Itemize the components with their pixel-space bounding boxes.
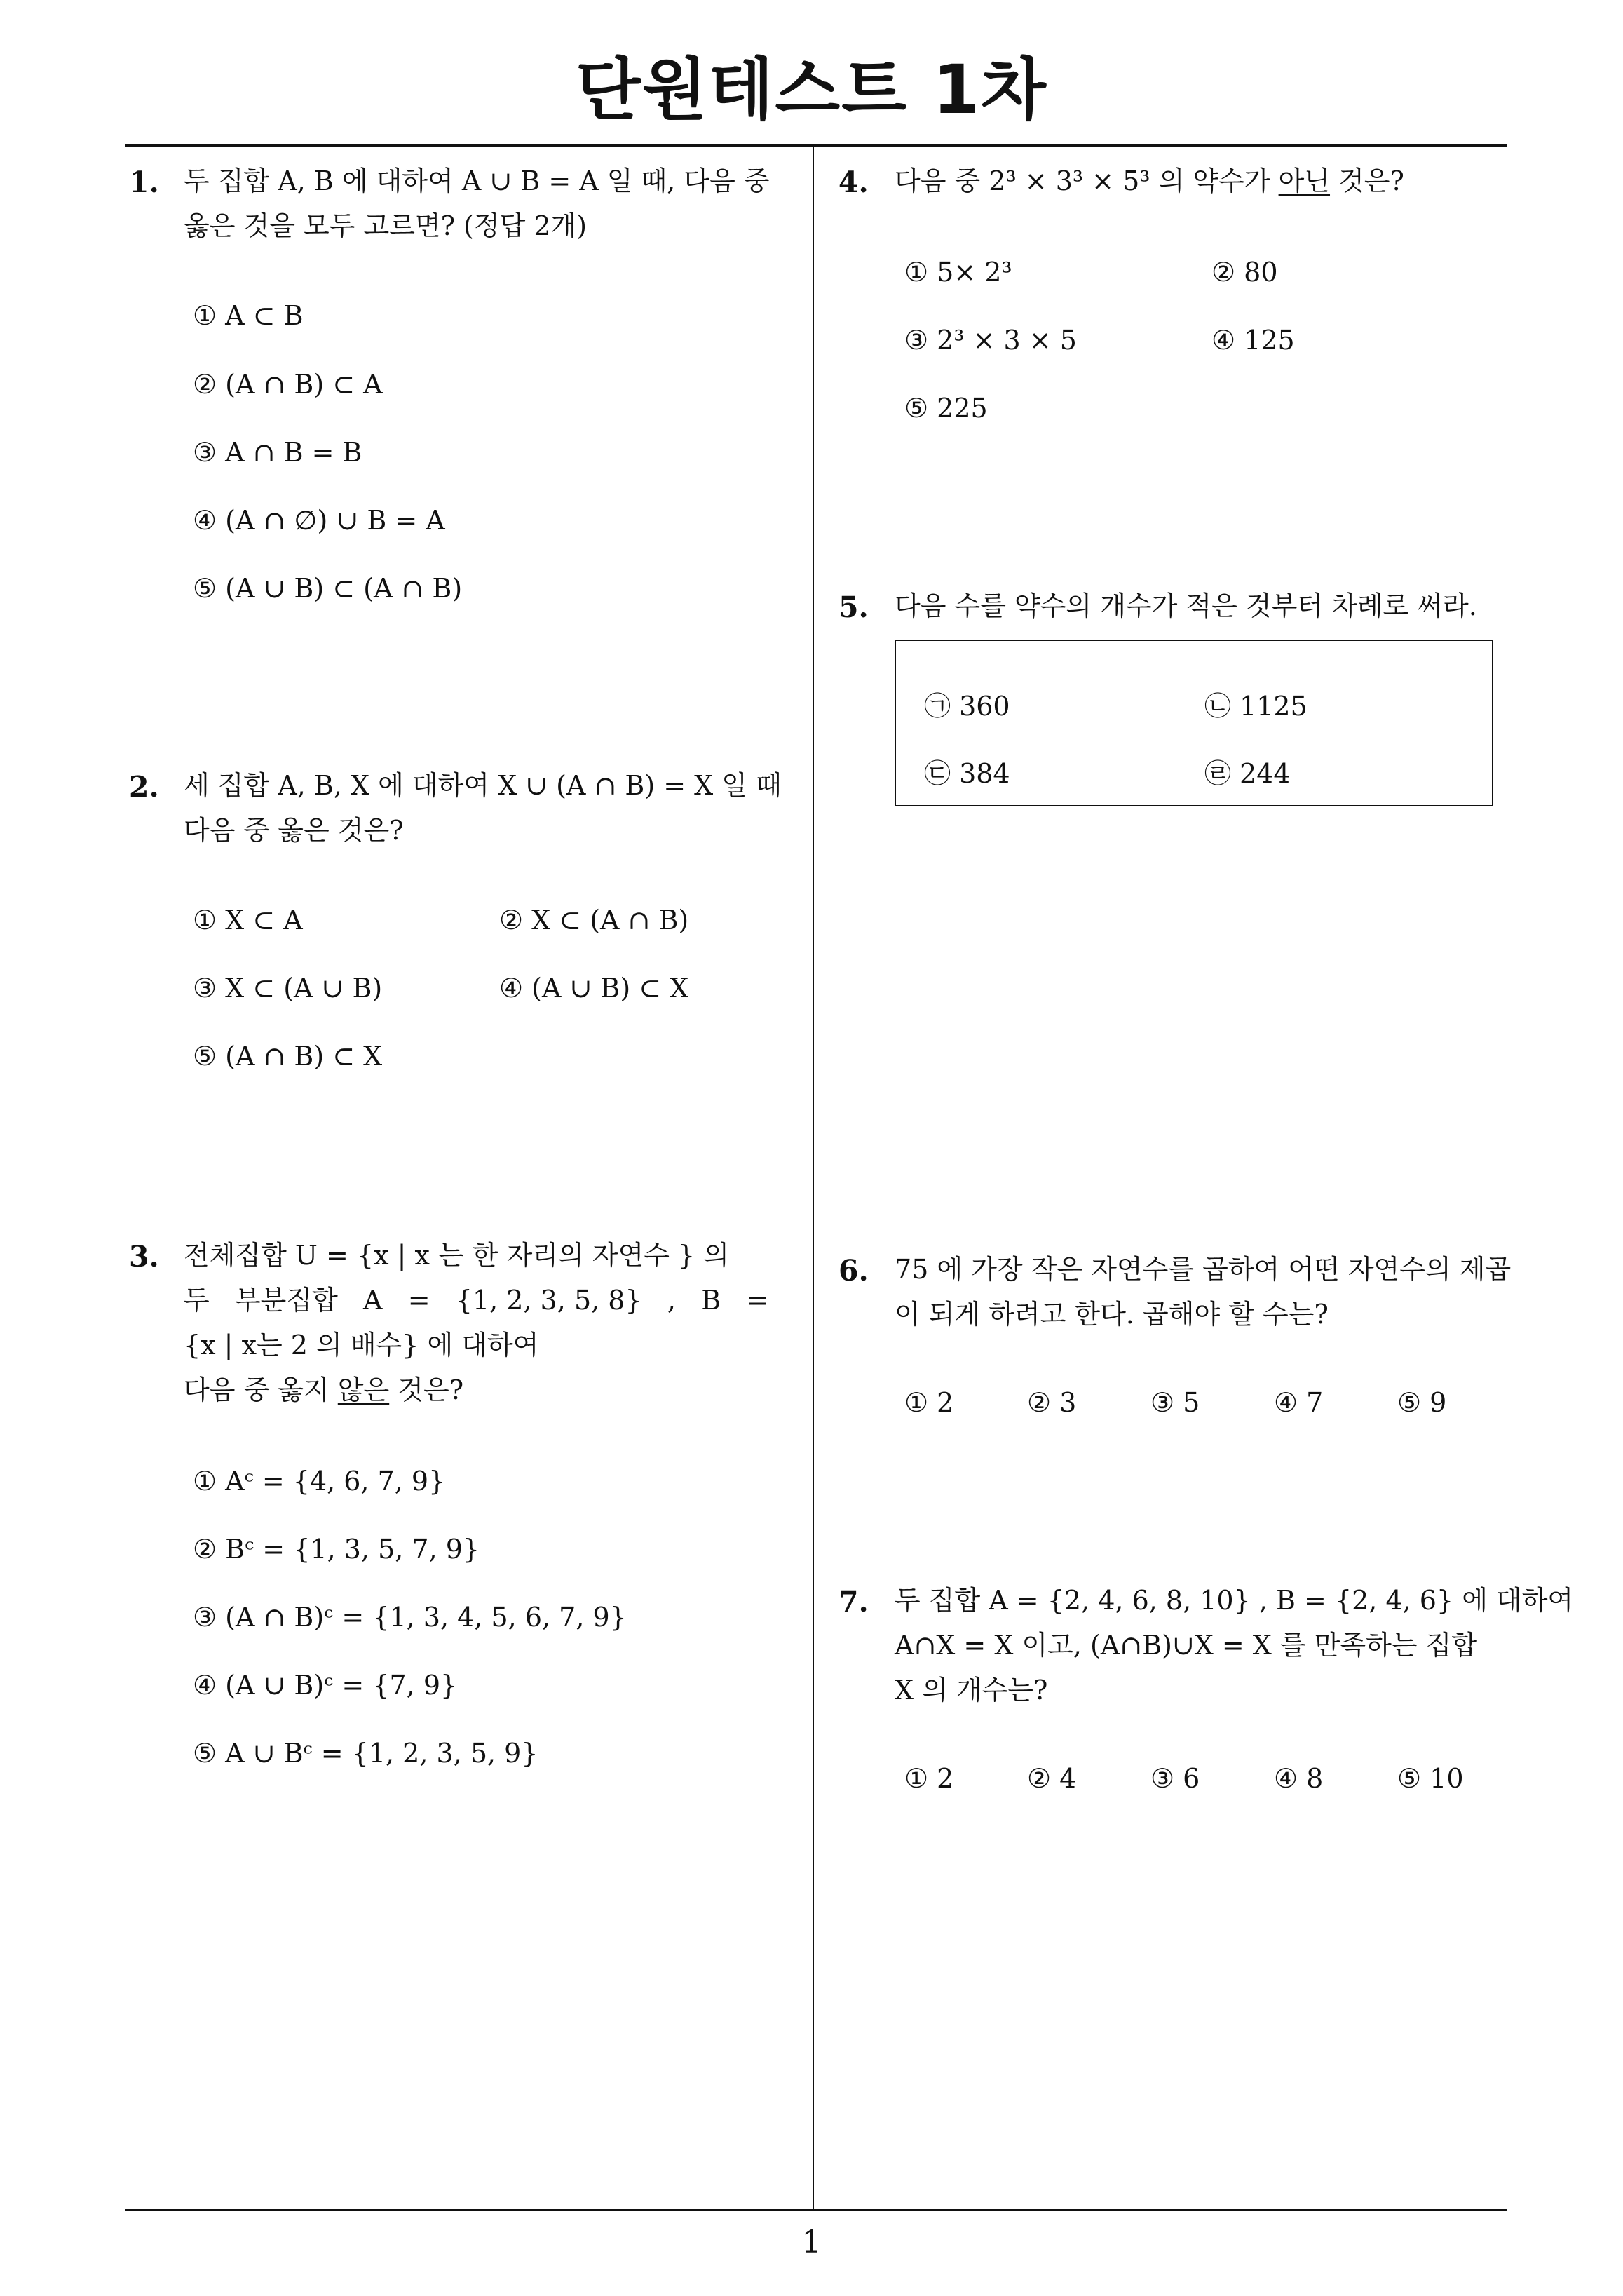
top-rule: [125, 144, 1507, 147]
question-text-line: 다음 중 옳은 것은?: [184, 815, 404, 846]
page-title: 단원테스트 1차: [576, 50, 1047, 129]
answer-option[interactable]: ② 80: [1211, 257, 1278, 288]
question-text-line: 두 집합 A = {2, 4, 6, 8, 10} , B = {2, 4, 6} 에 대하여: [895, 1585, 1574, 1616]
answer-option[interactable]: ③ 6: [1150, 1763, 1200, 1794]
question-number: 2.: [129, 770, 159, 804]
answer-option[interactable]: ⑤ (A ∩ B) ⊂ X: [193, 1041, 383, 1072]
answer-option[interactable]: ③ 5: [1150, 1387, 1200, 1418]
choices-box: [895, 640, 1493, 806]
column-divider: [813, 146, 814, 2210]
answer-option[interactable]: ① 2: [904, 1387, 954, 1418]
answer-option[interactable]: ④ 7: [1274, 1387, 1324, 1418]
answer-option[interactable]: ② 3: [1027, 1387, 1077, 1418]
answer-option[interactable]: ③ (A ∩ B)ᶜ = {1, 3, 4, 5, 6, 7, 9}: [193, 1602, 627, 1633]
answer-option[interactable]: ② X ⊂ (A ∩ B): [499, 905, 689, 936]
answer-option[interactable]: ① Aᶜ = {4, 6, 7, 9}: [193, 1466, 446, 1497]
answer-option[interactable]: ① 2: [904, 1763, 954, 1794]
question-text-line: A∩X = X 이고, (A∩B)∪X = X 를 만족하는 집합: [895, 1630, 1478, 1661]
answer-option[interactable]: ① X ⊂ A: [193, 905, 303, 936]
question-number: 7.: [838, 1585, 869, 1619]
question-text-line: 다음 수를 약수의 개수가 적은 것부터 차례로 써라.: [895, 590, 1477, 621]
question-text-line: [184, 1368, 463, 1412]
choice-item: ㉠ 360: [924, 691, 1010, 722]
answer-option[interactable]: ③ 2³ × 3 × 5: [904, 325, 1077, 356]
answer-option[interactable]: ② 4: [1027, 1763, 1077, 1794]
choice-item: ㉢ 384: [924, 758, 1010, 789]
answer-option[interactable]: ① 5× 2³: [904, 257, 1012, 288]
answer-option[interactable]: ⑤ (A ∪ B) ⊂ (A ∩ B): [193, 573, 463, 604]
question-number: 6.: [838, 1254, 869, 1288]
underlined-word: 아닌: [1278, 166, 1331, 196]
question-text: 것은?: [1330, 166, 1404, 196]
question-number: 3.: [129, 1240, 159, 1274]
question-number: 5.: [838, 590, 869, 624]
bottom-rule: [125, 2209, 1507, 2211]
question-text-line: [895, 158, 1404, 203]
answer-option[interactable]: ② Bᶜ = {1, 3, 5, 7, 9}: [193, 1534, 480, 1565]
question-text-line: X 의 개수는?: [895, 1675, 1048, 1706]
question-text: 것은?: [389, 1375, 464, 1405]
question-text-line: 두 집합 A, B 에 대하여 A ∪ B = A 일 때, 다음 중: [184, 166, 770, 196]
choice-item: ㉡ 1125: [1204, 691, 1308, 722]
answer-option[interactable]: ⑤ 9: [1397, 1387, 1447, 1418]
page-number: 1: [801, 2224, 822, 2260]
answer-option[interactable]: ④ (A ∪ B)ᶜ = {7, 9}: [193, 1670, 458, 1701]
question-text: 다음 중 옳지: [184, 1375, 338, 1405]
answer-option[interactable]: ⑤ A ∪ Bᶜ = {1, 2, 3, 5, 9}: [193, 1738, 538, 1769]
question-text-line: 옳은 것을 모두 고르면? (정답 2개): [184, 210, 588, 241]
question-text-line: {x | x는 2 의 배수} 에 대하여: [184, 1330, 539, 1360]
question-text: 다음 중 2³ × 3³ × 5³ 의 약수가: [895, 166, 1279, 196]
answer-option[interactable]: ④ (A ∩ ∅) ∪ B = A: [193, 505, 445, 536]
answer-option[interactable]: ③ X ⊂ (A ∪ B): [193, 973, 383, 1004]
answer-option[interactable]: ⑤ 225: [904, 393, 988, 424]
question-text-line: 전체집합 U = {x | x 는 한 자리의 자연수 } 의: [184, 1240, 729, 1271]
question-text-line: 두 부분집합 A = {1, 2, 3, 5, 8} , B =: [184, 1285, 769, 1316]
question-text-line: 75 에 가장 작은 자연수를 곱하여 어떤 자연수의 제곱: [895, 1254, 1512, 1285]
answer-option[interactable]: ⑤ 10: [1397, 1763, 1464, 1794]
question-text-line: 세 집합 A, B, X 에 대하여 X ∪ (A ∩ B) = X 일 때: [184, 770, 782, 801]
answer-option[interactable]: ④ 125: [1211, 325, 1295, 356]
choice-item: ㉣ 244: [1204, 758, 1291, 789]
question-number: 4.: [838, 166, 869, 199]
answer-option[interactable]: ③ A ∩ B = B: [193, 437, 362, 468]
answer-option[interactable]: ① A ⊂ B: [193, 300, 304, 331]
answer-option[interactable]: ② (A ∩ B) ⊂ A: [193, 369, 383, 400]
answer-option[interactable]: ④ (A ∪ B) ⊂ X: [499, 973, 689, 1004]
question-number: 1.: [129, 166, 159, 199]
answer-option[interactable]: ④ 8: [1274, 1763, 1324, 1794]
question-text-line: 이 되게 하려고 한다. 곱해야 할 수는?: [895, 1299, 1329, 1330]
underlined-word: 않은: [337, 1375, 390, 1405]
